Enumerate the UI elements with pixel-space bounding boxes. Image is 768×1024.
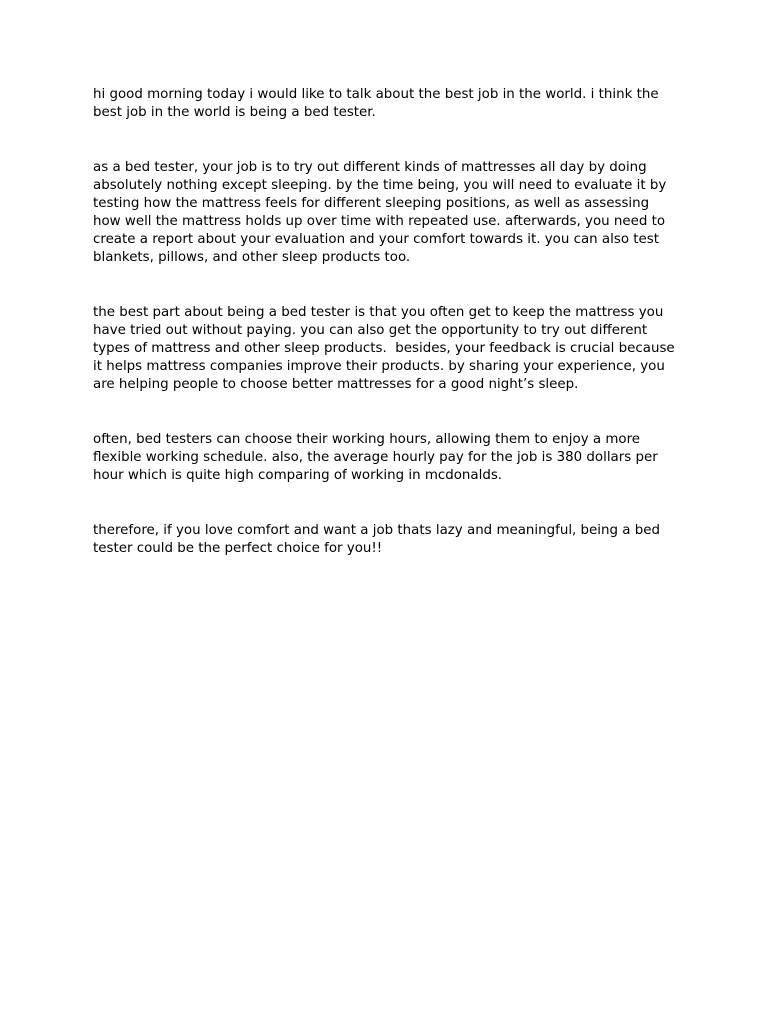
document-body [93,86,678,558]
paragraph-intro: hi good morning today i would like to talk about the best job in the world. i think the best job in the world is being a bed tester. [93,87,663,120]
paragraph-benefits: the best part about being a bed tester is that you often get to keep the mattress you have tried out without paying. you can also get the opportunity to try out different types of mattress and other sleep products. besides, your feedback is crucial because it helps mattress companies improve their products. by sharing your experience, you are helping people to choose better mattresses for a good night’s sleep. [93,305,679,392]
paragraph-job-description: as a bed tester, your job is to try out different kinds of mattresses all day by doing absolutely nothing except sleeping. by the time being, you will need to evaluate it by testing how the mattress feels for different sleeping positions, as well as assessing how well the mattress holds up over time with repeated use. afterwards, you need to create a report about your evaluation and your comfort towards it. you can also test blankets, pillows, and other sleep products too. [93,160,671,265]
paragraph-conclusion: therefore, if you love comfort and want a job thats lazy and meaningful, being a bed tester could be the perfect choice for you!! [93,523,665,556]
paragraph-schedule-pay: often, bed testers can choose their working hours, allowing them to enjoy a more flexible working schedule. also, the average hourly pay for the job is 380 dollars per hour which is quite high comparing of working in mcdonalds. [93,432,662,483]
